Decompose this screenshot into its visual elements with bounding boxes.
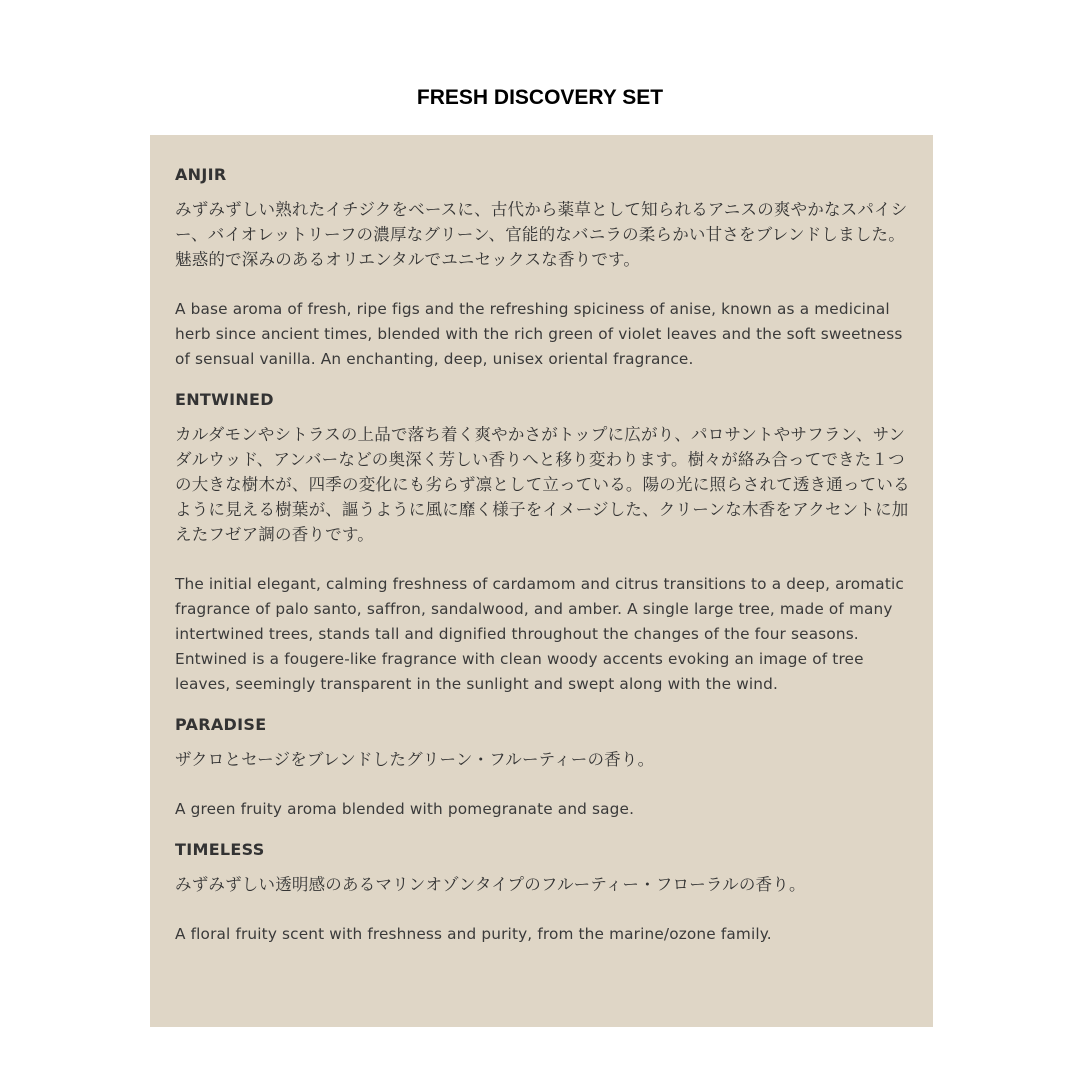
- section-timeless: [175, 839, 911, 947]
- section-heading: PARADISE: [175, 715, 267, 734]
- section-paradise: [175, 714, 911, 822]
- section-heading: ANJIR: [175, 165, 227, 184]
- section-entwined: [175, 389, 911, 697]
- english-description: A green fruity aroma blended with pomegranate and sage.: [175, 800, 635, 818]
- japanese-description: みずみずしい熟れたイチジクをベースに、古代から薬草として知られるアニスの爽やかなスパイシー、バイオレットリーフの濃厚なグリーン、官能的なバニラの柔らかい甘さをブレンドしました。魅惑的で深みのあるオリエンタルでユニセックスな香りです。: [175, 200, 908, 269]
- section-anjir: [175, 164, 911, 372]
- japanese-description: カルダモンやシトラスの上品で落ち着く爽やかさがトップに広がり、パロサントやサフラン、サンダルウッド、アンバーなどの奥深く芳しい香りへと移り変わります。樹々が絡み合ってできた１つの大きな樹木が、四季の変化にも劣らず凛として立っている。陽の光に照らされて透き通っているように見える樹葉が、謳うように風に靡く様子をイメージした、クリーンな木香をアクセントに加えたフゼア調の香りです。: [175, 425, 910, 544]
- description-panel: [150, 135, 933, 1027]
- english-description: A base aroma of fresh, ripe figs and the refreshing spiciness of anise, known as a medicinal herb since ancient times, blended with the rich green of violet leaves and the soft sweetness of sensual vanilla. An enchanting, deep, unisex oriental fragrance.: [175, 300, 903, 368]
- english-description: A floral fruity scent with freshness and purity, from the marine/ozone family.: [175, 925, 772, 943]
- section-heading: ENTWINED: [175, 390, 274, 409]
- japanese-description: みずみずしい透明感のあるマリンオゾンタイプのフルーティー・フローラルの香り。: [175, 875, 806, 894]
- english-description: The initial elegant, calming freshness of cardamom and citrus transitions to a deep, aromatic fragrance of palo santo, saffron, sandalwood, and amber. A single large tree, made of many intertwined trees, stands tall and dignified throughout the changes of the four seasons. Entwined is a fougere-like fragrance with clean woody accents evoking an image of tree leaves, seemingly transparent in the sunlight and swept along with the wind.: [175, 575, 904, 693]
- section-heading: TIMELESS: [175, 840, 265, 859]
- page-title: FRESH DISCOVERY SET: [416, 86, 664, 109]
- japanese-description: ザクロとセージをブレンドしたグリーン・フルーティーの香り。: [175, 750, 655, 769]
